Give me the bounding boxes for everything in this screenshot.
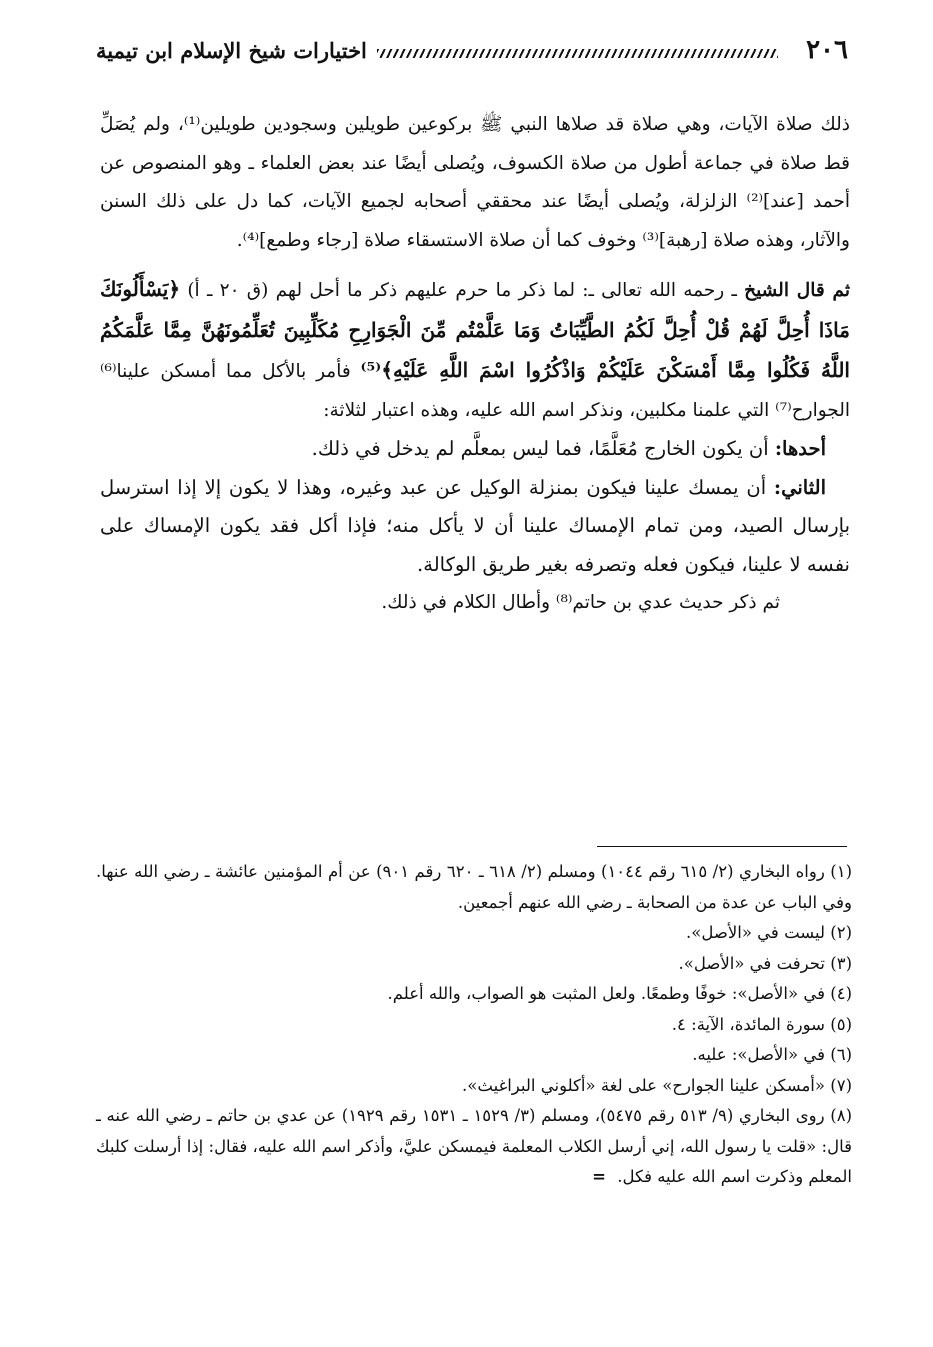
paragraph-2 (100, 270, 850, 430)
lead-phrase: ثم قال الشيخ (744, 280, 850, 301)
paragraph-3: ثم ذكر حديث عدي بن حاتم⁽⁸⁾ وأطال الكلام في ذلك. (381, 592, 780, 613)
paragraph-2-intro: ـ رحمه الله تعالى ـ: لما ذكر ما حرم عليهم ذكر ما أحل لهم (ق ٢٠ ـ أ) (187, 280, 737, 301)
footnote-2: (٢) ليست في «الأصل». (686, 923, 852, 942)
footnotes (96, 857, 852, 1193)
footnote-6: (٦) في «الأصل»: عليه. (692, 1045, 852, 1064)
continuation-marker: = (592, 1167, 606, 1186)
running-header (96, 28, 848, 72)
page-number: ٢٠٦ (806, 35, 848, 65)
footnote-1: (١) رواه البخاري (٢/ ٦١٥ رقم ١٠٤٤) ومسلم (٢/ ٦١٨ ـ ٦٢٠ رقم ٩٠١) عن أم المؤمنين عائشة ـ رضي الله عنها. وفي الباب عن عدة من الصحابة ـ رضي الله عنهم أجمعين. (96, 862, 852, 912)
point-2-label: الثاني: (773, 475, 826, 499)
quran-verse: ﴿يَسْأَلُونَكَ مَاذَا أُحِلَّ لَهُمْ قُلْ أُحِلَّ لَكُمُ الطَّيِّبَاتُ وَمَا عَلَّمْتُم مِّنَ الْجَوَارِحِ مُكَلِّبِينَ تُعَلِّمُونَهُنَّ مِمَّا عَلَّمَكُمُ اللَّهُ فَكُلُوا مِمَّا أَمْسَكْنَ عَلَيْكُمْ وَاذْكُرُوا اسْمَ اللَّهِ عَلَيْهِ﴾⁽⁵⁾ (100, 277, 850, 382)
footnote-8-text: (٨) روى البخاري (٩/ ٥١٣ رقم ٥٤٧٥)، ومسلم (٣/ ١٥٢٩ ـ ١٥٣١ رقم ١٩٢٩) عن عدي بن حاتم ـ رضي الله عنه ـ قال: «قلت يا رسول الله، إني أرسل الكلاب المعلمة فيمسكن عليَّ، وأذكر اسم الله عليه، فقال: إذا أرسلت كلبك المعلم وذكرت اسم الله عليه فكل. (96, 1106, 853, 1186)
point-2 (100, 469, 850, 585)
footnote-5: (٥) سورة المائدة، الآية: ٤. (671, 1014, 852, 1034)
main-text (100, 106, 850, 623)
header-ornament-rule (377, 49, 778, 58)
paragraph-2-rest: فأمر بالأكل مما أمسكن علينا⁽⁶⁾ الجوارح⁽⁷⁾ التي علمنا مكلبين، ونذكر اسم الله عليه، وهذه اعتبار لثلاثة: (100, 361, 850, 421)
point-1-label: أحدها: (774, 437, 826, 460)
running-title: اختيارات شيخ الإسلام ابن تيمية (96, 37, 367, 63)
paragraph-1: ذلك صلاة الآيات، وهي صلاة قد صلاها النبي ﷺ بركوعين طويلين وسجودين طويلين⁽¹⁾، ولم يُصَلِّ قط صلاة في جماعة أطول من صلاة الكسوف، ويُصلى أيضًا عند بعض العلماء ـ وهو المنصوص عن أحمد [عند]⁽²⁾ الزلزلة، ويُصلى أيضًا عند محققي أصحابه لجميع الآيات، كما دل على ذلك السنن والآثار، وهذه صلاة [رهبة]⁽³⁾ وخوف كما أن صلاة الاستسقاء صلاة [رجاء وطمع]⁽⁴⁾. (100, 114, 850, 251)
point-2-text: أن يمسك علينا فيكون بمنزلة الوكيل عن عبد وغيره، وهذا لا يكون إلا إذا استرسل بإرسال الصيد، ومن تمام الإمساك علينا أن لا يأكل منه؛ فإذا أكل فقد يكون الإمساك على نفسه لا علينا، فيكون فعله وتصرفه بغير طريق الوكالة. (100, 475, 850, 576)
footnote-3: (٣) تحرفت في «الأصل». (678, 953, 852, 973)
point-1 (100, 430, 850, 469)
footnote-8 (96, 1101, 852, 1193)
footnote-separator (597, 846, 847, 847)
footnote-4: (٤) في «الأصل»: خوفًا وطمعًا. ولعل المثبت هو الصواب، والله أعلم. (387, 984, 852, 1003)
point-1-text: أن يكون الخارج مُعَلَّمًا، فما ليس بمعلَّم لم يدخل في ذلك. (311, 437, 769, 460)
footnote-7: (٧) «أمسكن علينا الجوارح» على لغة «أكلوني البراغيث». (462, 1075, 852, 1095)
